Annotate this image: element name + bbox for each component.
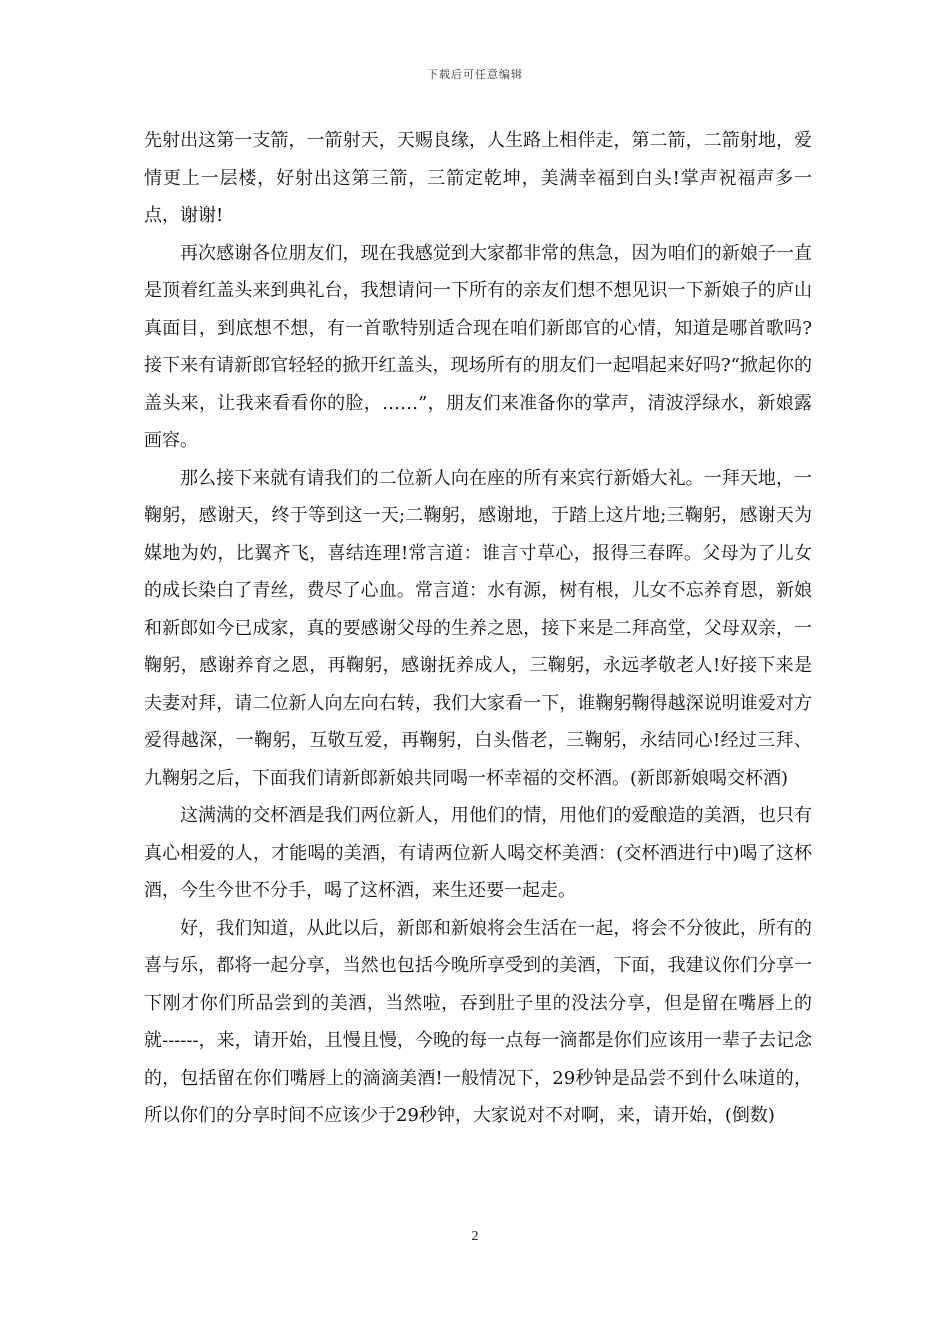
page-number: 2: [471, 1229, 479, 1244]
header-note: 下载后可任意编辑: [427, 68, 523, 81]
document-body: [144, 122, 812, 1135]
paragraph-4: 这满满的交杯酒是我们两位新人，用他们的情，用他们的爱酿造的美酒，也只有真心相爱的人，才能喝的美酒，有请两位新人喝交杯美酒：(交杯酒进行中)喝了这杯酒，今生今世不分手，喝了这杯酒，来生还要一起走。: [144, 805, 812, 901]
paragraph-5: 好，我们知道，从此以后，新郎和新娘将会生活在一起，将会不分彼此，所有的喜与乐，都将一起分享，当然也包括今晚所享受到的美酒，下面，我建议你们分享一下刚才你们所品尝到的美酒，当然啦，吞到肚子里的没法分享，但是留在嘴唇上的就------，来，请开始，且慢且慢，今晚的每一点每一滴都是你们应该用一辈子去记念的，包括留在你们嘴唇上的滴滴美酒!一般情况下，29秒钟是品尝不到什么味道的，所以你们的分享时间不应该少于29秒钟，大家说对不对啊，来，请开始，(倒数): [144, 917, 812, 1126]
paragraph-2: 再次感谢各位朋友们，现在我感觉到大家都非常的焦急，因为咱们的新娘子一直是顶着红盖头来到典礼台，我想请问一下所有的亲友们想不想见识一下新娘子的庐山真面目，到底想不想，有一首歌特别适合现在咱们新郎官的心情，知道是哪首歌吗?接下来有请新郎官轻轻的掀开红盖头，现场所有的朋友们一起唱起来好吗?“掀起你的盖头来，让我来看看你的脸，……”，朋友们来准备你的掌声，清波浮绿水，新娘露画容。: [144, 242, 812, 451]
paragraph-3: 那么接下来就有请我们的二位新人向在座的所有来宾行新婚大礼。一拜天地，一鞠躬，感谢天，终于等到这一天;二鞠躬，感谢地，于踏上这片地;三鞠躬，感谢天为媒地为妁，比翼齐飞，喜结连理!常言道：谁言寸草心，报得三春晖。父母为了儿女的成长染白了青丝，费尽了心血。常言道：水有源，树有根，儿女不忘养育恩，新娘和新郎如今已成家，真的要感谢父母的生养之恩，接下来是二拜高堂，父母双亲，一鞠躬，感谢养育之恩，再鞠躬，感谢抚养成人，三鞠躬，永远孝敬老人!好接下来是夫妻对拜，请二位新人向左向右转，我们大家看一下，谁鞠躬鞠得越深说明谁爱对方爱得越深，一鞠躬，互敬互爱，再鞠躬，白头偕老，三鞠躬，永结同心!经过三拜、九鞠躬之后，下面我们请新郎新娘共同喝一杯幸福的交杯酒。(新郎新娘喝交杯酒): [144, 467, 812, 789]
paragraph-1: 先射出这第一支箭，一箭射天，天赐良缘，人生路上相伴走，第二箭，二箭射地，爱情更上一层楼，好射出这第三箭，三箭定乾坤，美满幸福到白头!掌声祝福声多一点，谢谢!: [144, 130, 812, 226]
